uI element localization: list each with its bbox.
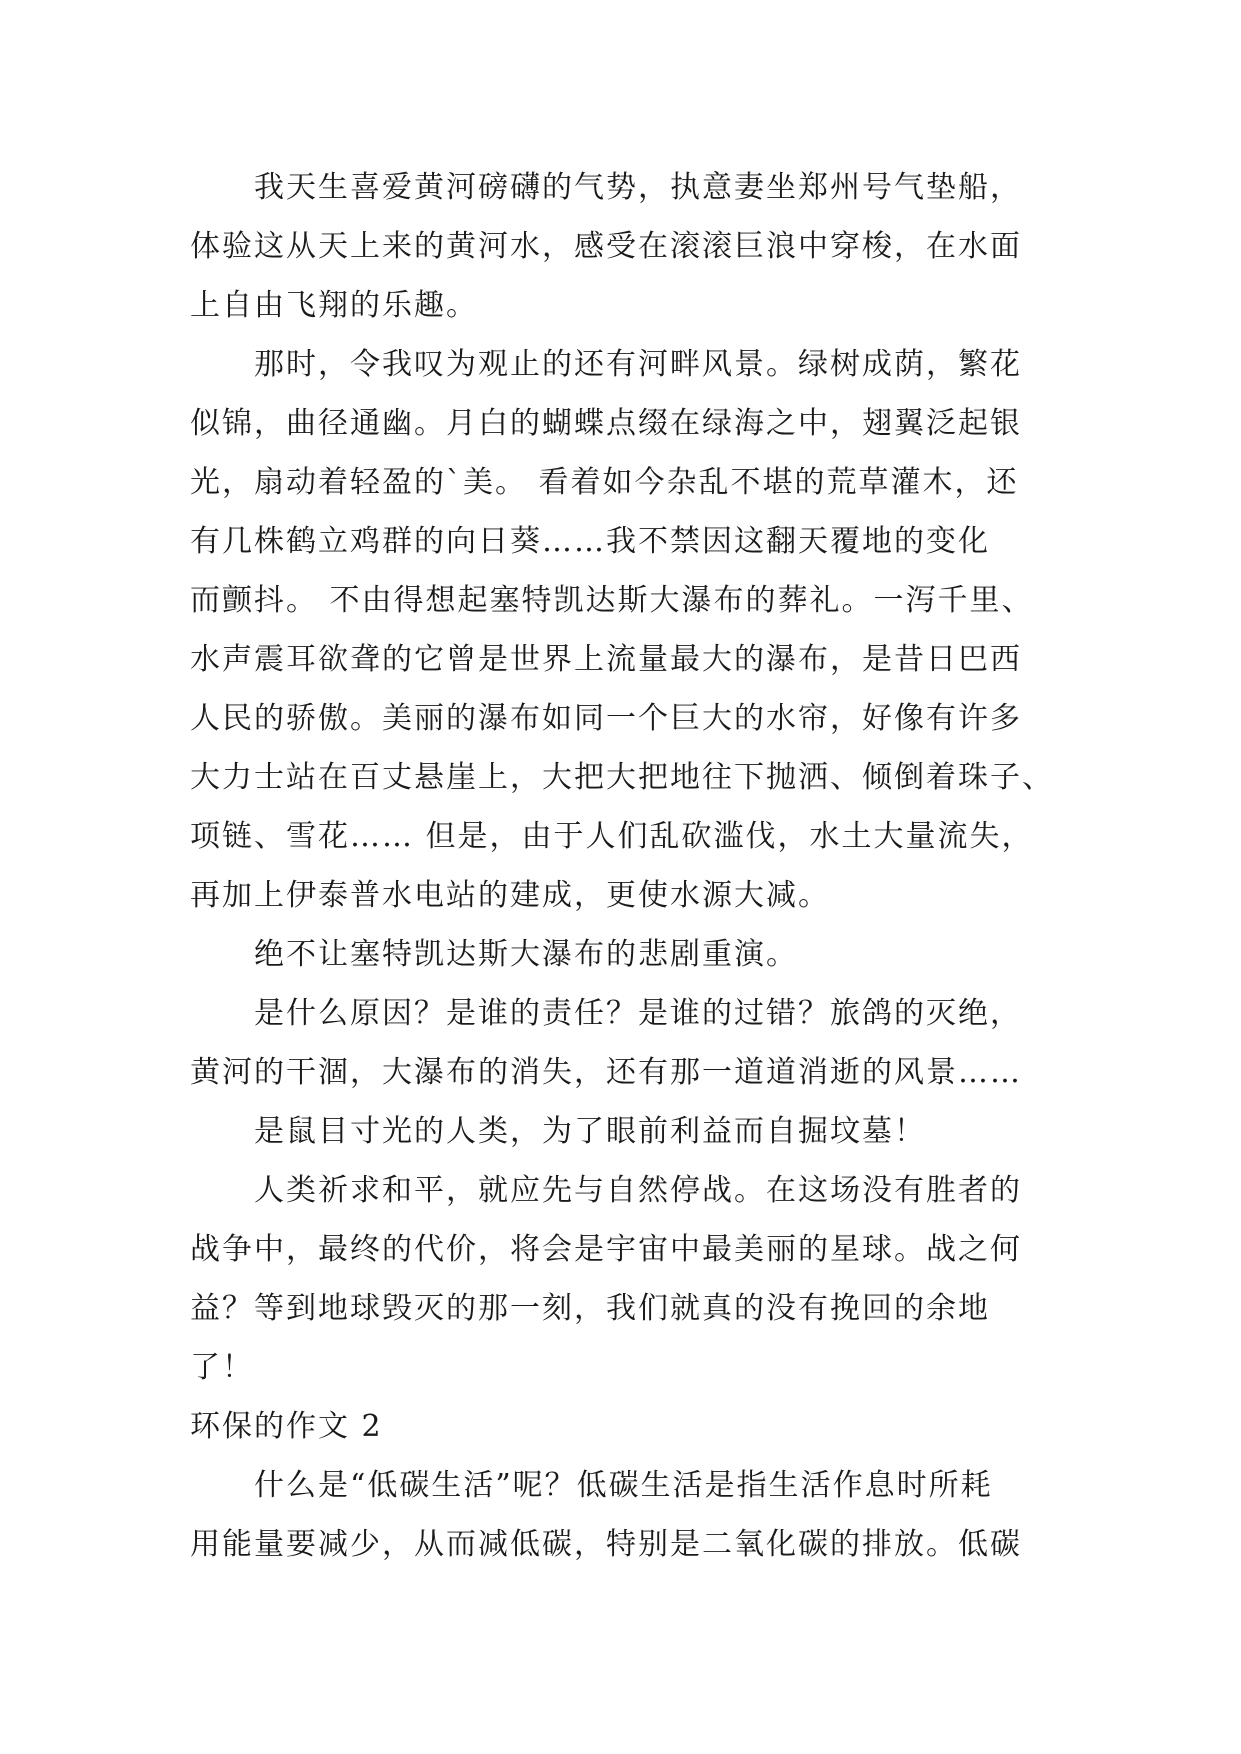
paragraph-line: 上自由飞翔的乐趣。 bbox=[190, 288, 478, 323]
paragraph-line: 是什么原因？是谁的责任？是谁的过错？旅鸽的灭绝， bbox=[254, 996, 1022, 1031]
paragraph-line: 有几株鹤立鸡群的向日葵……我不禁因这翻天覆地的变化 bbox=[190, 524, 990, 559]
paragraph-line: 战争中，最终的代价，将会是宇宙中最美丽的星球。战之何 bbox=[190, 1232, 1022, 1267]
paragraph-line: 是鼠目寸光的人类，为了眼前利益而自掘坟墓！ bbox=[254, 1114, 926, 1149]
document-body bbox=[190, 158, 1062, 1574]
paragraph-line: 项链、雪花…… 但是，由于人们乱砍滥伐，水土大量流失， bbox=[190, 819, 1034, 854]
paragraph-line: 水声震耳欲聋的它曾是世界上流量最大的瀑布，是昔日巴西 bbox=[190, 642, 1022, 677]
section-heading: 环保的作文 2 bbox=[190, 1409, 383, 1444]
paragraph-line: 黄河的干涸，大瀑布的消失，还有那一道道消逝的风景…… bbox=[190, 1055, 1022, 1090]
paragraph-line: 益？等到地球毁灭的那一刻，我们就真的没有挽回的余地 bbox=[190, 1291, 990, 1326]
paragraph-line: 人类祈求和平，就应先与自然停战。在这场没有胜者的 bbox=[254, 1173, 1022, 1208]
paragraph-line: 什么是“低碳生活”呢？低碳生活是指生活作息时所耗 bbox=[254, 1468, 993, 1503]
paragraph-line: 人民的骄傲。美丽的瀑布如同一个巨大的水帘，好像有许多 bbox=[190, 701, 1022, 736]
paragraph-line: 用能量要减少，从而减低碳，特别是二氧化碳的排放。低碳 bbox=[190, 1527, 1022, 1562]
paragraph-line: 而颤抖。 不由得想起塞特凯达斯大瀑布的葬礼。一泻千里、 bbox=[190, 583, 1034, 618]
paragraph-line: 似锦，曲径通幽。月白的蝴蝶点缀在绿海之中，翅翼泛起银 bbox=[190, 406, 1022, 441]
paragraph-line: 绝不让塞特凯达斯大瀑布的悲剧重演。 bbox=[254, 937, 798, 972]
paragraph-line: 光，扇动着轻盈的`美。 看着如今杂乱不堪的荒草灌木，还 bbox=[190, 465, 1019, 500]
paragraph-line: 体验这从天上来的黄河水，感受在滚滚巨浪中穿梭，在水面 bbox=[190, 229, 1022, 264]
paragraph-line: 大力士站在百丈悬崖上，大把大把地往下抛洒、倾倒着珠子、 bbox=[190, 760, 1054, 795]
paragraph-line: 那时，令我叹为观止的还有河畔风景。绿树成荫，繁花 bbox=[254, 347, 1022, 382]
paragraph-line: 了！ bbox=[190, 1350, 254, 1385]
paragraph-line: 再加上伊泰普水电站的建成，更使水源大减。 bbox=[190, 878, 830, 913]
paragraph-line: 我天生喜爱黄河磅礴的气势，执意妻坐郑州号气垫船， bbox=[254, 170, 1022, 205]
